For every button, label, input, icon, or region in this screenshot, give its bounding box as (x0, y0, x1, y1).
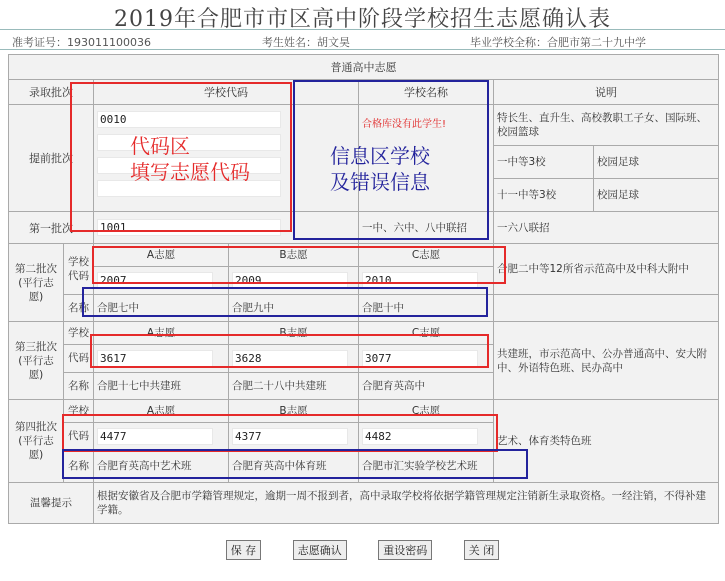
third-school-label: 学校 (64, 322, 94, 345)
fourth-note: 艺术、体育类特色班 (494, 400, 719, 483)
grad-school-value: 合肥市第二十九中学 (547, 36, 646, 49)
section-title: 普通高中志愿 (9, 55, 719, 80)
button-bar (0, 540, 725, 560)
header-batch: 录取批次 (9, 80, 94, 105)
error-message: 合格库没有此学生! (362, 119, 447, 131)
third-code-c[interactable]: 3077 (362, 350, 478, 367)
exam-id-row (12, 34, 151, 50)
third-header-a: A志愿 (94, 322, 229, 345)
second-note: 合肥二中等12所省示范高中及中科大附中 (494, 244, 719, 294)
page-title: 2019年合肥市市区高中阶段学校招生志愿确认表 (114, 7, 611, 32)
fourth-name-b: 合肥育英高中体育班 (229, 450, 359, 482)
fourth-code-a[interactable]: 4477 (97, 428, 213, 445)
fourth-name-a: 合肥育英高中艺术班 (94, 450, 229, 482)
code-area-line-1: 代码区 (130, 134, 190, 158)
second-header-a: A志愿 (94, 244, 229, 267)
early-note-row2-right: 校园足球 (594, 145, 719, 178)
fourth-header-a: A志愿 (94, 400, 229, 423)
third-note: 共建班，市示范高中、公办普通高中、安大附中、外语特色班、民办高中 (494, 322, 719, 400)
code-area-line-2: 填写志愿代码 (130, 160, 250, 184)
info-area-line-2: 及错误信息 (330, 170, 430, 194)
second-name-a: 合肥七中 (94, 294, 229, 322)
divider (0, 29, 725, 30)
third-batch-label: 第三批次(平行志愿) (9, 322, 64, 400)
fourth-code-label: 代码 (64, 422, 94, 450)
early-code-input-1[interactable]: 0010 (97, 111, 281, 128)
second-name-b: 合肥九中 (229, 294, 359, 322)
early-note-row3-right: 校园足球 (594, 178, 719, 211)
divider (0, 49, 725, 50)
second-header-b: B志愿 (229, 244, 359, 267)
first-school-name: 一中、六中、八中联招 (359, 212, 494, 244)
early-code-input-2[interactable] (97, 134, 281, 151)
early-note-row2-left: 一中等3校 (494, 145, 594, 178)
close-button[interactable]: 关 闭 (464, 540, 500, 560)
fourth-batch-label: 第四批次(平行志愿) (9, 400, 64, 483)
third-code-a[interactable]: 3617 (97, 350, 213, 367)
fourth-name-c: 合肥市汇实验学校艺术班 (359, 450, 494, 482)
second-batch-label: 第二批次(平行志愿) (9, 244, 64, 322)
grad-school-label: 毕业学校全称： (470, 36, 547, 49)
early-code-input-3[interactable] (97, 157, 281, 174)
reminder-text: 根据安徽省及合肥市学籍管理规定，逾期一周不报到者，高中录取学校将依据学籍管理规定注销新生录取资格。一经注销，不得补建学籍。 (94, 482, 719, 523)
first-note: 一六八联招 (494, 212, 719, 244)
fourth-name-label: 名称 (64, 450, 94, 482)
third-name-c: 合肥育英高中 (359, 372, 494, 400)
early-note-row3-left: 十一中等3校 (494, 178, 594, 211)
third-code-b[interactable]: 3628 (232, 350, 348, 367)
fourth-code-c[interactable]: 4482 (362, 428, 478, 445)
volunteer-table (8, 54, 719, 524)
second-name-label: 名称 (64, 294, 94, 322)
third-name-b: 合肥二十八中共建班 (229, 372, 359, 400)
reset-password-button[interactable]: 重设密码 (378, 540, 432, 560)
third-name-a: 合肥十七中共建班 (94, 372, 229, 400)
header-code: 学校代码 (94, 80, 359, 105)
fourth-school-label: 学校 (64, 400, 94, 423)
third-header-c: C志愿 (359, 322, 494, 345)
first-batch-label: 第一批次 (9, 212, 94, 244)
second-code-a[interactable]: 2007 (97, 272, 213, 289)
second-header-c: C志愿 (359, 244, 494, 267)
first-code-input[interactable]: 1001 (97, 219, 281, 236)
third-name-label: 名称 (64, 372, 94, 400)
fourth-code-b[interactable]: 4377 (232, 428, 348, 445)
student-name-row (262, 34, 350, 50)
early-note-top: 特长生、直升生、高校教职工子女、国际班、校园篮球 (494, 105, 719, 145)
fourth-header-b: B志愿 (229, 400, 359, 423)
early-batch-label: 提前批次 (9, 105, 94, 212)
third-code-label: 代码 (64, 345, 94, 373)
header-school-name: 学校名称 (359, 80, 494, 105)
reminder-label: 温馨提示 (9, 482, 94, 523)
third-header-b: B志愿 (229, 322, 359, 345)
header-note: 说明 (494, 80, 719, 105)
exam-id-label: 准考证号： (12, 36, 67, 49)
second-name-c: 合肥十中 (359, 294, 494, 322)
student-name-value: 胡文昊 (317, 36, 350, 49)
second-code-label: 学校代码 (64, 244, 94, 294)
exam-id-value: 193011100036 (67, 36, 151, 49)
fourth-header-c: C志愿 (359, 400, 494, 423)
second-code-b[interactable]: 2009 (232, 272, 348, 289)
early-code-input-4[interactable] (97, 180, 281, 197)
second-code-c[interactable]: 2010 (362, 272, 478, 289)
student-name-label: 考生姓名： (262, 36, 317, 49)
info-area-line-1: 信息区学校 (330, 144, 430, 168)
grad-school-row (470, 34, 646, 50)
save-button[interactable]: 保 存 (226, 540, 262, 560)
confirm-button[interactable]: 志愿确认 (293, 540, 347, 560)
